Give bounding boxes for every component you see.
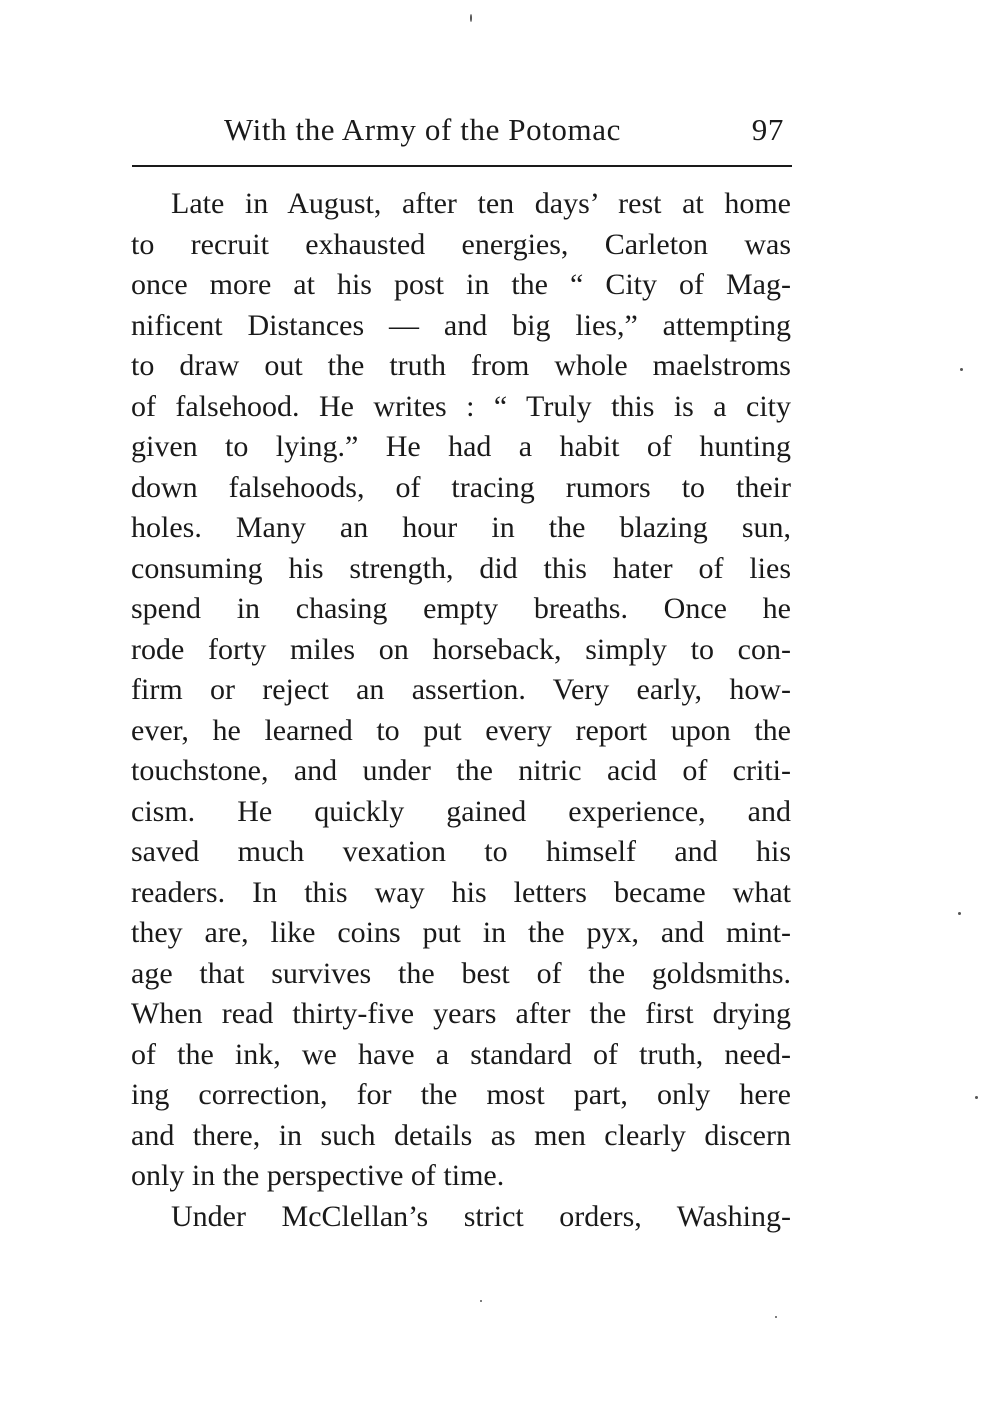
text-line: firm or reject an assertion. Very early, how- — [131, 673, 791, 706]
text-line: nificent Distances — and big lies,” attempting — [131, 308, 791, 342]
text-line: age that survives the best of the goldsmiths. — [131, 956, 791, 990]
text-line: and there, in such details as men clearly discern — [131, 1118, 791, 1152]
text-line: Under McClellan’s strict orders, Washing- — [171, 1199, 791, 1233]
text-line: When read thirty-five years after the first drying — [131, 997, 791, 1030]
scan-speck — [958, 912, 961, 915]
text-line: of the ink, we have a standard of truth, need- — [131, 1037, 791, 1071]
text-line: readers. In this way his letters became what — [131, 875, 791, 909]
text-line: spend in chasing empty breaths. Once he — [131, 592, 791, 625]
page-number: 97 — [751, 112, 784, 147]
text-line: ing correction, for the most part, only here — [131, 1078, 791, 1111]
scan-speck — [480, 1300, 482, 1302]
text-line: cism. He quickly gained experience, and — [131, 794, 791, 828]
scan-speck — [775, 1316, 777, 1318]
text-line: to draw out the truth from whole maelstroms — [131, 349, 791, 382]
body-text — [131, 184, 791, 1237]
scan-speck — [470, 14, 472, 22]
scan-speck — [975, 1096, 978, 1099]
text-line: ever, he learned to put every report upon the — [131, 713, 791, 747]
text-line: given to lying.” He had a habit of hunting — [131, 430, 791, 463]
text-line: consuming his strength, did this hater of lies — [131, 551, 791, 585]
text-line: down falsehoods, of tracing rumors to their — [131, 470, 791, 504]
running-title: With the Army of the Potomac — [224, 112, 621, 147]
header-rule — [132, 165, 792, 167]
text-line: they are, like coins put in the pyx, and mint- — [131, 916, 791, 949]
text-line: of falsehood. He writes : “ Truly this is a city — [131, 389, 791, 423]
text-line: to recruit exhausted energies, Carleton was — [131, 227, 791, 261]
scan-speck — [960, 368, 963, 371]
text-line: once more at his post in the “ City of Mag- — [131, 268, 791, 301]
running-header — [132, 112, 792, 156]
text-line: only in the perspective of time. — [131, 1159, 505, 1192]
text-line: rode forty miles on horseback, simply to con- — [131, 632, 791, 666]
text-line: touchstone, and under the nitric acid of criti- — [131, 754, 791, 787]
text-line: saved much vexation to himself and his — [131, 835, 791, 868]
text-line: Late in August, after ten days’ rest at home — [171, 187, 791, 220]
text-line: holes. Many an hour in the blazing sun, — [131, 511, 791, 544]
